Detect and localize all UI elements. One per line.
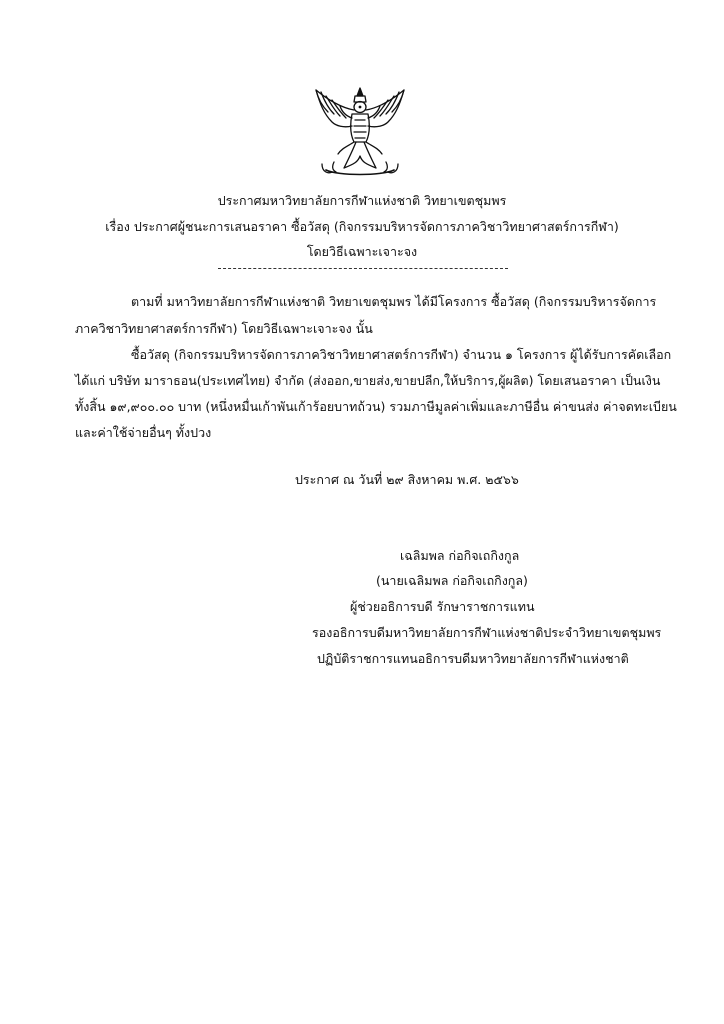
announcement-date: ประกาศ ณ วันที่ ๒๙ สิงหาคม พ.ศ. ๒๕๖๖ <box>295 472 519 487</box>
subject-line: เรื่อง ประกาศผู้ชนะการเสนอราคา ซื้อวัสดุ (กิจกรรมบริหารจัดการภาควิชาวิทยาศาสตร์การกีฬา) <box>105 219 619 234</box>
paragraph-1-line-2: ภาควิชาวิทยาศาสตร์การกีฬา) โดยวิธีเฉพาะเจาะจง นั้น <box>75 321 373 336</box>
org-title: ประกาศมหาวิทยาลัยการกีฬาแห่งชาติ วิทยาเขตชุมพร <box>217 193 507 208</box>
signatory-position-2: รองอธิการบดีมหาวิทยาลัยการกีฬาแห่งชาติประจำวิทยาเขตชุมพร <box>312 625 662 640</box>
header-divider <box>218 268 508 269</box>
paragraph-1-line-1: ตามที่ มหาวิทยาลัยการกีฬาแห่งชาติ วิทยาเขตชุมพร ได้มีโครงการ ซื้อวัสดุ (กิจกรรมบริหารจัดการ <box>131 294 657 309</box>
paragraph-2-line-4: และค่าใช้จ่ายอื่นๆ ทั้งปวง <box>75 425 212 440</box>
paragraph-2-line-1: ซื้อวัสดุ (กิจกรรมบริหารจัดการภาควิชาวิทยาศาสตร์การกีฬา) จำนวน ๑ โครงการ ผู้ได้รับการคัดเลือก <box>131 347 672 362</box>
method-line: โดยวิธีเฉพาะเจาะจง <box>306 244 418 259</box>
signatory-position-3: ปฏิบัติราชการแทนอธิการบดีมหาวิทยาลัยการกีฬาแห่งชาติ <box>317 651 629 666</box>
signatory-position-1: ผู้ช่วยอธิการบดี รักษาราชการแทน <box>350 599 535 614</box>
paragraph-2-line-3: ทั้งสิ้น ๑๙,๙๐๐.๐๐ บาท (หนึ่งหมื่นเก้าพันเก้าร้อยบาทถ้วน) รวมภาษีมูลค่าเพิ่มและภาษีอื่น ค่าขนส่ง ค่าจดทะเบียน <box>75 399 677 414</box>
signatory-full-name: (นายเฉลิมพล ก่อกิจเถกิงกูล) <box>376 573 528 588</box>
signature-name: เฉลิมพล ก่อกิจเถกิงกูล <box>400 548 520 563</box>
garuda-emblem <box>308 84 412 180</box>
paragraph-2-line-2: ได้แก่ บริษัท มาราธอน(ประเทศไทย) จำกัด (ส่งออก,ขายส่ง,ขายปลีก,ให้บริการ,ผู้ผลิต) โดยเสนอราคา เป็นเงิน <box>75 373 661 388</box>
